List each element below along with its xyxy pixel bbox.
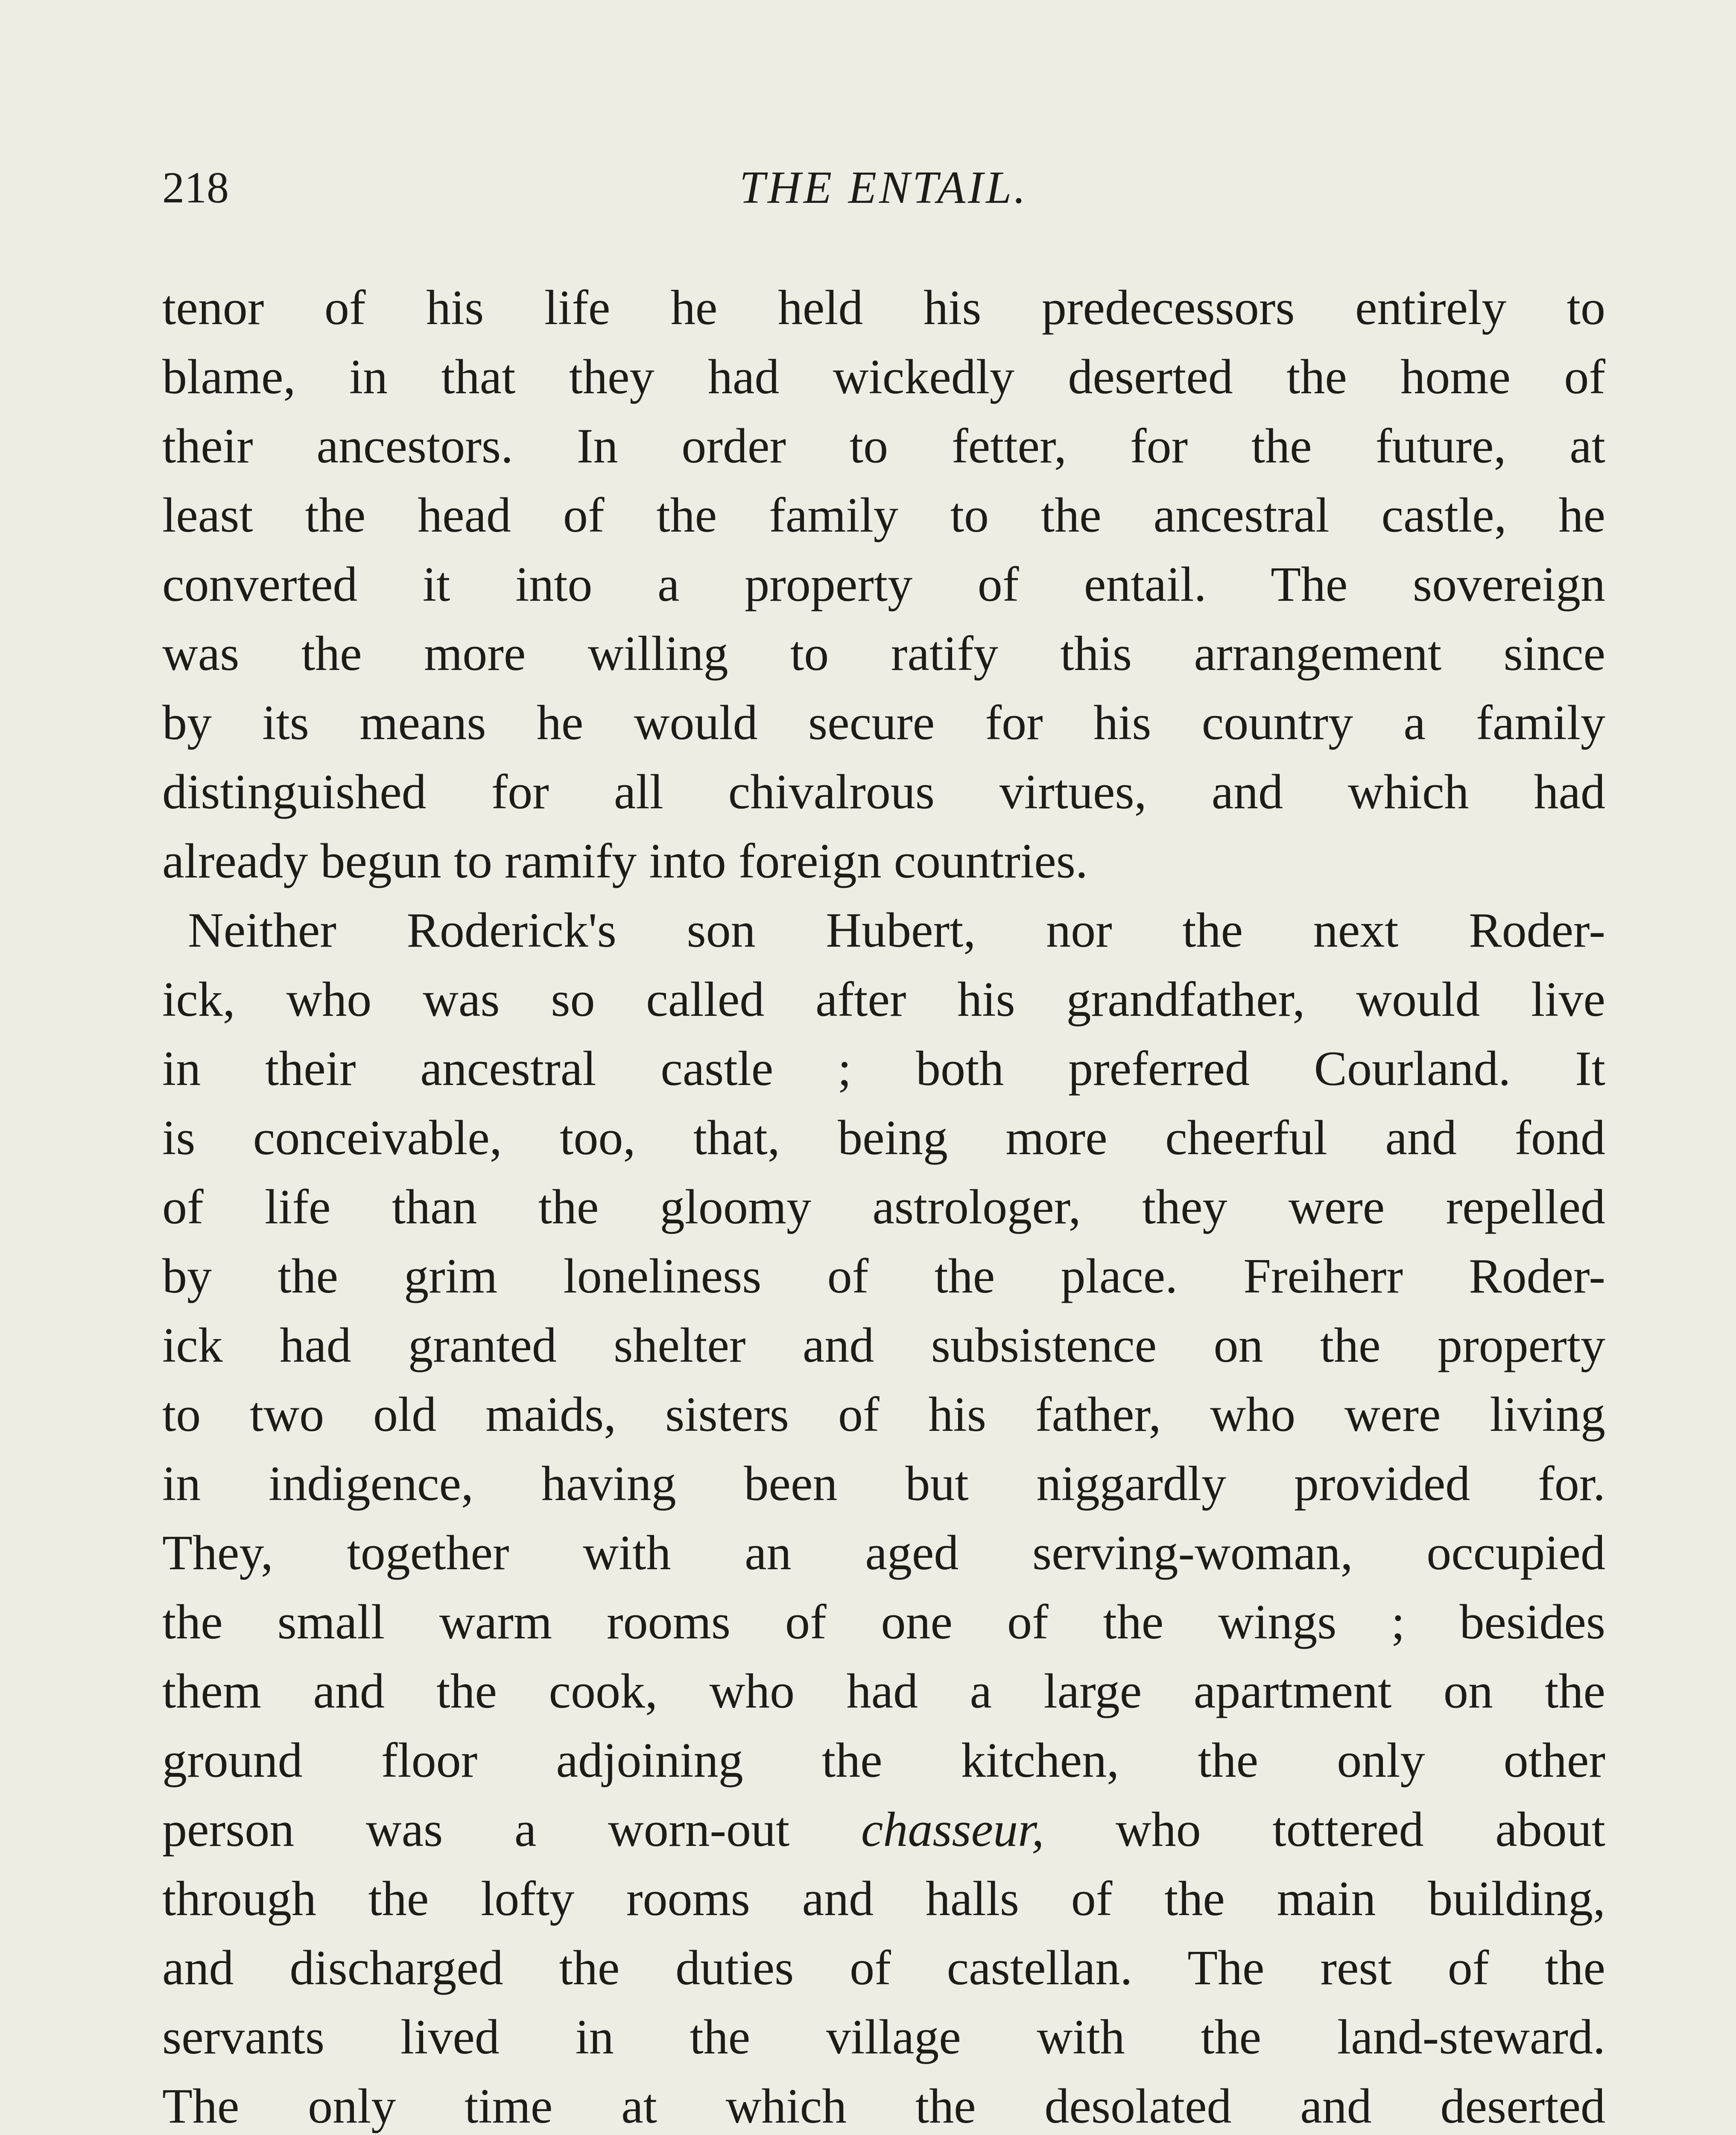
text-segment: who tottered about [1116, 1802, 1605, 1857]
text-line: servants lived in the village with the land-steward. [162, 2010, 1605, 2065]
italic-word-chasseur: chasseur, [861, 1802, 1044, 1857]
text-line: by the grim loneliness of the place. Freiherr Roder- [162, 1249, 1605, 1304]
text-line: tenor of his life he held his predecessors entirely to [162, 281, 1605, 335]
text-line: converted it into a property of entail. The sovereign [162, 557, 1605, 612]
text-line: their ancestors. In order to fetter, for the future, at [162, 419, 1605, 474]
body-text [162, 273, 1605, 2135]
text-line: the small warm rooms of one of the wings ; besides [162, 1595, 1605, 1650]
paragraph-start-line: Neither Roderick's son Hubert, nor the next Roder- [188, 903, 1605, 958]
text-line: The only time at which the desolated and deserted [162, 2079, 1605, 2134]
page-header [162, 145, 1605, 231]
text-line: ick had granted shelter and subsistence on the property [162, 1318, 1605, 1373]
text-line: least the head of the family to the ancestral castle, he [162, 488, 1605, 543]
text-line: to two old maids, sisters of his father, who were living [162, 1387, 1605, 1442]
running-title: THE ENTAIL. [739, 162, 1029, 213]
text-segment: person was a worn-out [162, 1802, 790, 1857]
page-number: 218 [162, 163, 229, 212]
text-line: blame, in that they had wickedly deserted the home of [162, 350, 1605, 404]
text-line: in indigence, having been but niggardly provided for. [162, 1456, 1605, 1511]
text-line: They, together with an aged serving-woman, occupied [162, 1526, 1605, 1580]
text-line: ground floor adjoining the kitchen, the only other [162, 1733, 1605, 1788]
text-line: was the more willing to ratify this arrangement since [162, 626, 1605, 681]
text-line: and discharged the duties of castellan. The rest of the [162, 1941, 1605, 1995]
text-line: in their ancestral castle ; both preferred Courland. It [162, 1041, 1605, 1096]
text-line: already begun to ramify into foreign countries. [162, 834, 1088, 889]
text-line: ick, who was so called after his grandfather, would live [162, 972, 1605, 1027]
text-line: by its means he would secure for his country a family [162, 696, 1605, 750]
text-line: through the lofty rooms and halls of the main building, [162, 1872, 1605, 1926]
text-line-with-italic [162, 1795, 1605, 1864]
text-line: them and the cook, who had a large apartment on the [162, 1664, 1605, 1719]
text-line: of life than the gloomy astrologer, they were repelled [162, 1180, 1605, 1234]
text-line: distinguished for all chivalrous virtues, and which had [162, 765, 1605, 819]
text-line: is conceivable, too, that, being more cheerful and fond [162, 1111, 1605, 1165]
